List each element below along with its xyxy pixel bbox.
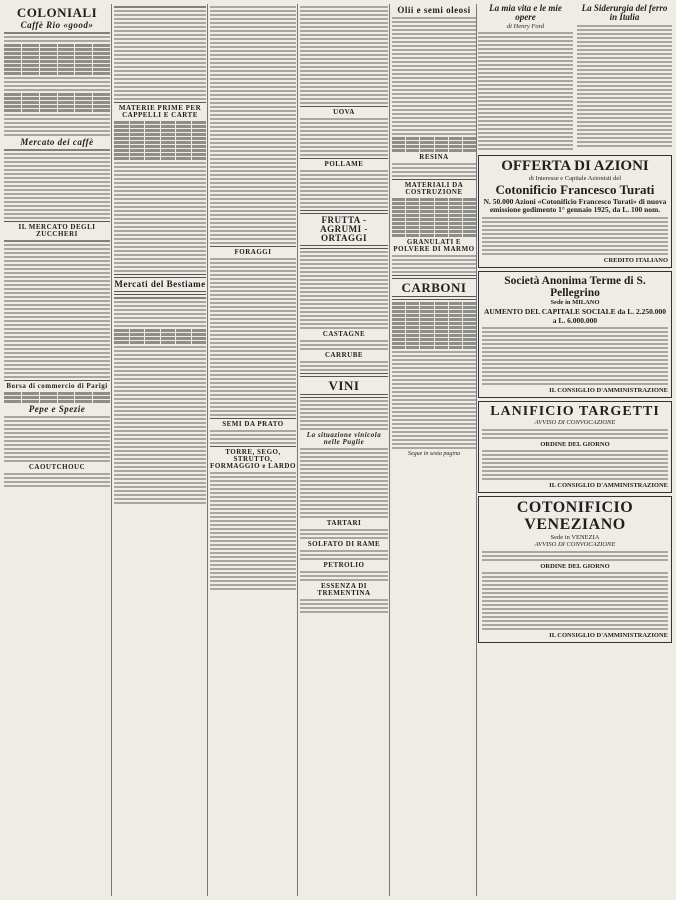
section-heading: TARTARI <box>326 519 362 527</box>
column-olii <box>392 4 476 896</box>
text-block <box>300 448 388 518</box>
section-heading: Mercati del Bestiame <box>114 279 206 289</box>
column-coloniali <box>4 4 110 896</box>
ad-signature: IL CONSIGLIO D'AMMINISTRAZIONE <box>549 386 668 394</box>
text-block <box>300 170 388 208</box>
article-title: La Siderurgia del ferro in Italia <box>581 4 668 23</box>
ad-lanificio-targetti <box>478 401 672 494</box>
divider <box>300 210 388 214</box>
text-block <box>210 472 296 590</box>
section-heading: IL MERCATO DEGLI ZUCCHERI <box>18 223 96 238</box>
section-heading: SEMI DA PRATO <box>222 420 284 428</box>
text-block <box>210 258 296 416</box>
price-table <box>4 392 110 403</box>
section-heading: ESSENZA DI TREMENTINA <box>317 582 371 597</box>
text-block <box>114 6 206 100</box>
ad-terme-san-pellegrino <box>478 271 672 398</box>
text-block <box>392 255 476 273</box>
price-table <box>114 121 206 160</box>
price-table <box>392 137 476 152</box>
section-heading: Mercato dei caffè <box>20 137 94 147</box>
divider <box>300 394 388 398</box>
ad-title: COTONIFICIO VENEZIANO <box>516 499 634 534</box>
ad-order: ORDINE DEL GIORNO <box>540 562 610 570</box>
section-heading: Borsa di commercio di Parigi <box>6 382 108 390</box>
divider <box>300 158 388 159</box>
text-block <box>114 346 206 504</box>
ad-company-name: Cotonificio Francesco Turati <box>495 181 655 197</box>
text-block <box>392 351 476 449</box>
text-block <box>300 571 388 581</box>
section-heading: TORRE, SEGO, STRUTTO, FORMAGGIO e LARDO <box>210 448 296 470</box>
column-divider <box>389 4 390 896</box>
text-block <box>300 6 388 104</box>
text-block <box>210 430 296 444</box>
divider <box>114 291 206 295</box>
price-table <box>114 329 206 344</box>
text-block <box>482 429 668 439</box>
article-title: La mia vita e le mie opere <box>489 4 562 23</box>
section-heading: CARRUBE <box>324 351 364 359</box>
text-block <box>392 163 476 177</box>
section-heading: CARBONI <box>401 280 467 295</box>
text-block <box>4 149 110 219</box>
text-block <box>478 32 573 150</box>
section-heading: GRANULATI E POLVERE DI MARMO <box>393 238 475 253</box>
divider <box>300 245 388 249</box>
text-block <box>114 162 206 272</box>
top-articles <box>478 4 672 152</box>
section-heading: Olii e semi oleosi <box>397 5 471 15</box>
divider <box>300 373 388 377</box>
section-heading: MATERIALI DA COSTRUZIONE <box>404 181 464 196</box>
text-block <box>4 32 110 42</box>
column-foraggi <box>210 4 296 896</box>
section-heading: FORAGGI <box>234 248 272 256</box>
article-ford <box>478 4 573 152</box>
ad-title: OFFERTA DI AZIONI <box>501 158 649 175</box>
section-heading: POLLAME <box>324 160 364 168</box>
price-table <box>392 198 476 237</box>
divider <box>392 179 476 180</box>
text-block <box>300 361 388 371</box>
section-heading: CAOUTCHOUC <box>28 463 86 471</box>
section-heading: COLONIALI <box>16 5 98 20</box>
text-block <box>114 297 206 327</box>
price-table <box>392 302 476 349</box>
text-block <box>577 25 672 147</box>
text-block <box>300 340 388 350</box>
text-block <box>482 450 668 480</box>
divider <box>392 296 476 300</box>
ad-subtitle: AVVISO DI CONVOCAZIONE <box>534 541 616 549</box>
text-block <box>300 529 388 539</box>
divider <box>4 380 110 381</box>
continued-note: Segue in sesta pagina <box>407 451 461 457</box>
divider <box>300 106 388 107</box>
divider <box>210 418 296 419</box>
text-block <box>482 217 668 255</box>
ad-seat: Sede in VENEZIA <box>550 534 600 542</box>
ad-seat: Sede in MILANO <box>550 298 600 306</box>
article-siderurgia <box>577 4 672 152</box>
text-block <box>210 6 296 244</box>
ad-title: Società Anonima Terme di S. Pellegrino <box>504 274 646 299</box>
section-subheading: Caffè Rio «good» <box>20 20 94 30</box>
text-block <box>4 114 110 136</box>
section-heading: MATERIE PRIME PER CAPPELLI E CARTE <box>118 104 202 119</box>
ad-signature: CREDITO ITALIANO <box>603 256 668 264</box>
text-block <box>482 551 668 561</box>
divider <box>4 221 110 222</box>
text-block <box>300 599 388 613</box>
column-divider <box>111 4 112 896</box>
text-block <box>482 327 668 385</box>
text-block <box>300 550 388 560</box>
section-heading: FRUTTA - AGRUMI - ORTAGGI <box>320 215 368 243</box>
article-author: di Henry Ford <box>506 22 545 30</box>
text-block <box>392 17 476 135</box>
text-block <box>4 416 110 462</box>
ad-intro: di Interesse e Capitale Azionisti del <box>528 175 622 183</box>
column-frutta <box>300 4 388 896</box>
divider <box>210 446 296 447</box>
text-block <box>482 572 668 630</box>
ad-cotonificio-veneziano <box>478 496 672 643</box>
column-divider <box>297 4 298 896</box>
text-block <box>4 240 110 378</box>
ad-offerta-azioni <box>478 155 672 267</box>
section-heading: SOLFATO DI RAME <box>307 540 381 548</box>
text-block <box>4 473 110 487</box>
divider <box>392 275 476 279</box>
ad-headline: AUMENTO DEL CAPITALE SOCIALE da L. 2.250.000 a L. 6.000.000 <box>483 307 667 325</box>
section-heading: PETROLIO <box>323 561 365 569</box>
column-materie-prime <box>114 4 206 896</box>
ad-offer: N. 50.000 Azioni «Cotonificio Francesco Turati» di nuova emissione godimento 1° gennaio 1925, da L. 100 nom. <box>483 197 667 215</box>
ad-order: ORDINE DEL GIORNO <box>540 440 610 448</box>
divider <box>114 102 206 103</box>
section-heading: CASTAGNE <box>322 330 366 338</box>
ad-title: LANIFICIO TARGETTI <box>490 403 660 419</box>
divider <box>114 274 206 278</box>
price-table <box>4 93 110 112</box>
text-block <box>300 251 388 329</box>
section-heading: Pepe e Spezie <box>28 404 86 414</box>
column-divider <box>207 4 208 896</box>
ad-signature: IL CONSIGLIO D'AMMINISTRAZIONE <box>549 632 668 640</box>
divider <box>210 246 296 247</box>
text-block <box>300 118 388 156</box>
section-heading: UOVA <box>333 108 355 116</box>
text-block <box>300 400 388 430</box>
section-heading: VINI <box>328 378 360 393</box>
text-block <box>4 77 110 91</box>
ad-signature: IL CONSIGLIO D'AMMINISTRAZIONE <box>549 482 668 490</box>
section-heading: La situazione vinicola nelle Puglie <box>306 431 382 446</box>
section-heading: RESINA <box>419 153 449 161</box>
column-divider <box>476 4 477 896</box>
column-advertisements <box>478 4 672 896</box>
ad-subtitle: AVVISO DI CONVOCAZIONE <box>534 419 616 427</box>
price-table <box>4 44 110 75</box>
